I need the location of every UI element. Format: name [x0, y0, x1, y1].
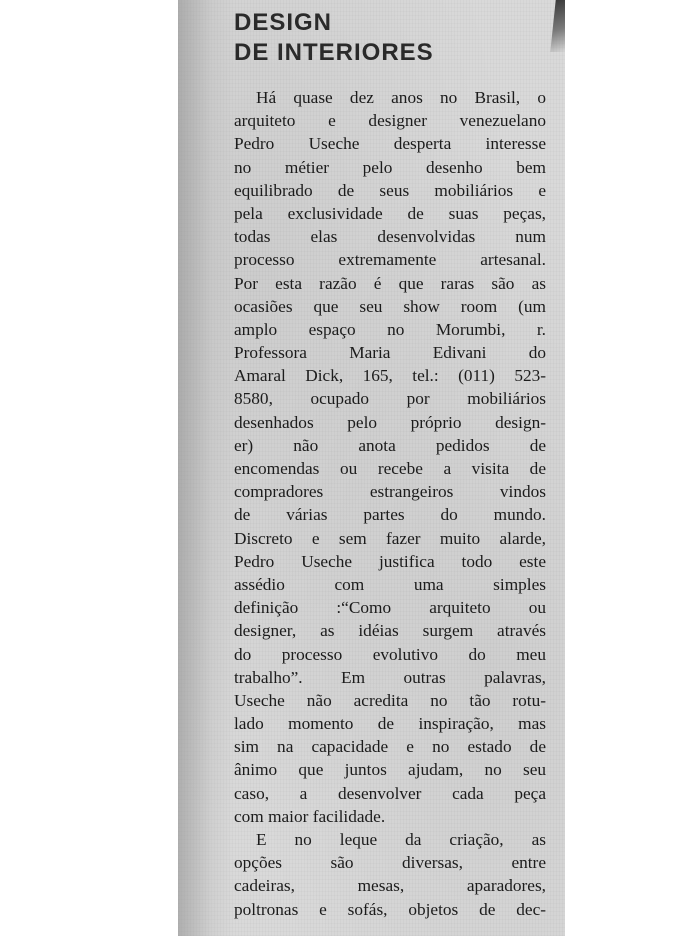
text-line: de várias partes do mundo.: [234, 505, 546, 525]
text-line: pela exclusividade de suas peças,: [234, 203, 546, 223]
article-body: [234, 86, 546, 921]
text-line: Useche não acredita no tão rotu-: [234, 690, 546, 710]
text-line: assédio com uma simples: [234, 574, 546, 594]
text-line: caso, a desenvolver cada peça: [234, 783, 546, 803]
text-line: arquiteto e designer venezuelano: [234, 111, 546, 131]
text-line: designer, as idéias surgem através: [234, 621, 546, 641]
text-line: encomendas ou recebe a visita de: [234, 459, 546, 478]
text-line: ocasiões que seu show room (um: [234, 296, 546, 316]
text-line: processo extremamente artesanal.: [234, 250, 546, 270]
text-line: definição :“Como arquiteto ou: [234, 598, 546, 618]
headline-line-1: DESIGN: [234, 9, 333, 36]
text-line: todas elas desenvolvidas num: [234, 227, 546, 247]
text-line: E no leque da criação, as: [256, 830, 546, 849]
text-line: no métier pelo desenho bem: [234, 157, 546, 177]
text-line: lado momento de inspiração, mas: [234, 714, 546, 734]
text-line: Pedro Useche desperta interesse: [234, 134, 546, 154]
article-headline: [234, 8, 434, 68]
text-line: Por esta razão é que raras são as: [234, 273, 546, 293]
text-line: amplo espaço no Morumbi, r.: [234, 319, 546, 339]
text-line: compradores estrangeiros vindos: [234, 482, 546, 502]
text-line: Há quase dez anos no Brasil, o: [256, 88, 546, 107]
text-line: Pedro Useche justifica todo este: [234, 551, 546, 571]
text-line: ânimo que juntos ajudam, no seu: [234, 760, 546, 780]
scan-shadow: [178, 0, 234, 936]
newspaper-clipping: [178, 0, 565, 936]
text-line: equilibrado de seus mobiliários e: [234, 180, 546, 200]
text-line: opções são diversas, entre: [234, 853, 546, 873]
text-line: Amaral Dick, 165, tel.: (011) 523-: [234, 366, 546, 386]
text-line: Discreto e sem fazer muito alarde,: [234, 528, 546, 548]
text-line: 8580, ocupado por mobiliários: [234, 389, 546, 409]
torn-edge-mark: [550, 0, 565, 52]
text-line: sim na capacidade e no estado de: [234, 737, 546, 757]
text-line: Professora Maria Edivani do: [234, 343, 546, 363]
headline-line-2: DE INTERIORES: [234, 39, 434, 66]
text-line: desenhados pelo próprio design-: [234, 412, 546, 432]
text-line: cadeiras, mesas, aparadores,: [234, 876, 546, 896]
text-line: trabalho”. Em outras palavras,: [234, 667, 546, 687]
text-line: do processo evolutivo do meu: [234, 644, 546, 664]
text-line: er) não anota pedidos de: [234, 435, 546, 455]
text-line: poltronas e sofás, objetos de dec-: [234, 899, 546, 919]
text-line: com maior facilidade.: [234, 806, 386, 826]
